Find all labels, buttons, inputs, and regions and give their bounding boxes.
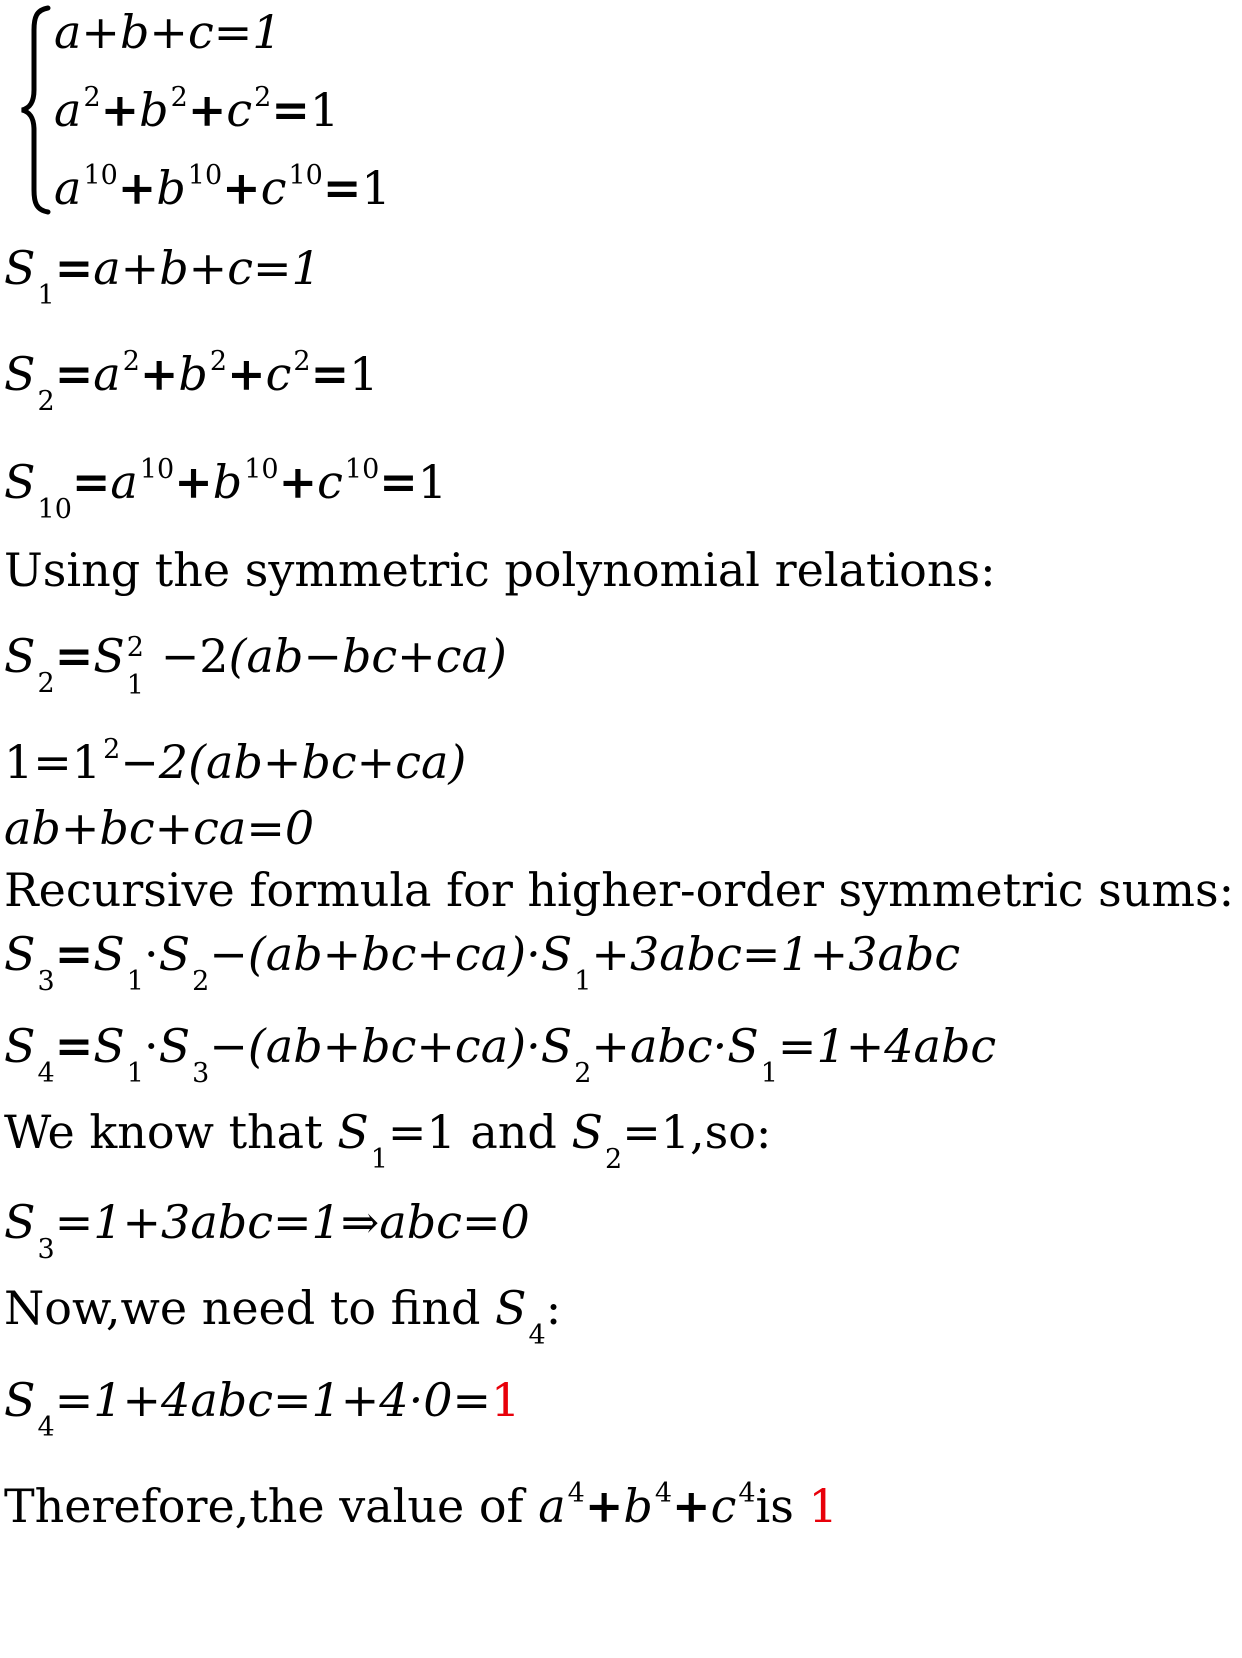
s10-exp-a: 10 [139, 454, 175, 485]
s4-s1b-sub: 1 [760, 1058, 778, 1089]
therefore-text: Therefore,the value of [4, 1479, 539, 1533]
eq2-c-exp: 2 [254, 82, 272, 113]
we-know-line: We know that $S_1=1$ and $S_2=1,so$: [4, 1105, 772, 1175]
s3-tail: +3abc=1+3abc [591, 927, 961, 981]
now-text: Now,we need to find [4, 1281, 496, 1335]
recursive-text [4, 862, 1234, 918]
therefore-answer: 1 [808, 1479, 838, 1533]
know-s1-sub: 1 [370, 1144, 388, 1175]
therefore-is: is [755, 1479, 809, 1533]
s3-s1b-sub: 1 [574, 966, 592, 997]
now-colon: : [545, 1281, 562, 1335]
therefore-line: Therefore,the value of $a^4+b^4+c^4is$ 1 [4, 1478, 838, 1533]
rel-rest: (ab−bc+ca) [228, 629, 507, 683]
s3-s1-sub: 1 [126, 966, 144, 997]
relation-s2: $S_2=S$ 2 1 −2(ab−bc+ca) [4, 628, 507, 692]
abc-sum-line [4, 800, 314, 856]
s10-exp-b: 10 [244, 454, 279, 485]
eq2-c: c [226, 83, 253, 137]
s3-sub: 3 [37, 966, 55, 997]
eq2-b: b [139, 83, 169, 137]
using-text [4, 542, 996, 598]
now-s4-sub: 4 [528, 1320, 546, 1351]
eq3-b-exp: 10 [187, 160, 223, 191]
one-line-base: 1=1 [4, 735, 102, 789]
s1-sub: 1 [37, 280, 55, 311]
final-s4-line: $S_4=1+4abc=1+4\cdot 0=1$ [4, 1373, 521, 1443]
know-text-c: =1,so: [622, 1105, 772, 1159]
s2-definition: $S_2=a^2+b^2+c^2=1$ [4, 346, 379, 417]
eq3-c: c [260, 161, 287, 215]
s1-rhs: a+b+c=1 [93, 241, 321, 295]
eq2-a-exp: 2 [83, 82, 101, 113]
using-text-content: Using the symmetric polynomial relations: [4, 543, 996, 597]
therefore-exp-a: 4 [567, 1478, 585, 1509]
s3-s2-sub: 2 [192, 966, 210, 997]
s2-exp-b: 2 [209, 346, 228, 377]
abc-sum: ab+bc+ca=0 [4, 801, 315, 855]
s4-s2-sub: 2 [574, 1058, 592, 1089]
eq2-a: a [54, 83, 82, 137]
s3-result-line: $S_3=1+3abc=1\Rightarrow abc=0$ [4, 1195, 530, 1265]
s4-tail: =1+4abc [777, 1019, 997, 1073]
s4-mid2: +abc· [591, 1019, 728, 1073]
rel-s2-sub: 2 [37, 668, 55, 699]
know-text-b: =1 and [387, 1105, 572, 1159]
therefore-exp-c: 4 [738, 1478, 756, 1509]
s10-sub: 10 [37, 494, 72, 525]
know-s2-sub: 2 [605, 1144, 623, 1175]
s2-exp-a: 2 [122, 346, 140, 377]
know-text-a: We know that [4, 1105, 338, 1159]
s4-mid: −(ab+bc+ca)· [209, 1019, 541, 1073]
eq2-rhs: 1 [309, 83, 340, 137]
s3b-sub: 3 [37, 1234, 55, 1265]
s1-definition: $S_1=a+b+c=1$ [4, 241, 321, 311]
eq3-a-exp: 10 [83, 160, 118, 191]
eq3-a: a [54, 161, 82, 215]
one-line-rest: −2(ab+bc+ca) [120, 735, 467, 789]
final-s4-sub: 4 [37, 1412, 55, 1443]
now-line: Now,we need to find $S_4$: [4, 1281, 562, 1351]
one-equals-line [4, 734, 466, 798]
s4-recursive: $S_4=S_1\cdot S_3-(ab+bc+ca)\cdot S_2+abc\cdot S_1=1+4abc$ [4, 1019, 997, 1089]
eq2-b-exp: 2 [170, 82, 188, 113]
system-equation-2: $a^2+b^2+c^2=1$ [54, 82, 340, 137]
s2-rhs: 1 [349, 347, 379, 401]
s4-sub: 4 [37, 1058, 55, 1089]
system-equation-3: $a^{10}+b^{10}+c^{10}=1$ [54, 160, 391, 215]
rel-s1-sup: 2 [126, 632, 144, 663]
eq3-c-exp: 10 [288, 160, 323, 191]
rel-s1-sub: 1 [126, 670, 144, 701]
eq1-text: a+b+c=1 [54, 5, 282, 59]
recursive-text-content: Recursive formula for higher-order symmetric sums: [4, 863, 1235, 917]
eq3-b: b [156, 161, 186, 215]
s10-definition: $S_{10}=a^{10}+b^{10}+c^{10}=1$ [4, 454, 448, 525]
s4-s3-sub: 3 [192, 1058, 210, 1089]
final-rest: =1+4abc=1+4·0= [54, 1373, 492, 1427]
eq3-rhs: 1 [361, 161, 391, 215]
s10-rhs: 1 [417, 455, 448, 509]
left-brace-icon [18, 4, 52, 216]
therefore-exp-b: 4 [654, 1478, 673, 1509]
rel-s1-stack [125, 628, 161, 701]
s2-exp-c: 2 [293, 346, 311, 377]
final-answer: 1 [491, 1373, 521, 1427]
s2-sub: 2 [37, 386, 55, 417]
system-equation-1 [54, 4, 282, 60]
s10-exp-c: 10 [344, 454, 380, 485]
s3-recursive: $S_3=S_1\cdot S_2-(ab+bc+ca)\cdot S_1+3abc=1+3abc$ [4, 927, 961, 997]
s3b-rest: =1+3abc=1⇒abc=0 [54, 1195, 530, 1249]
one-line-exp: 2 [103, 734, 121, 765]
s3-mid: −(ab+bc+ca)· [209, 927, 541, 981]
s4-s1-sub: 1 [126, 1058, 144, 1089]
